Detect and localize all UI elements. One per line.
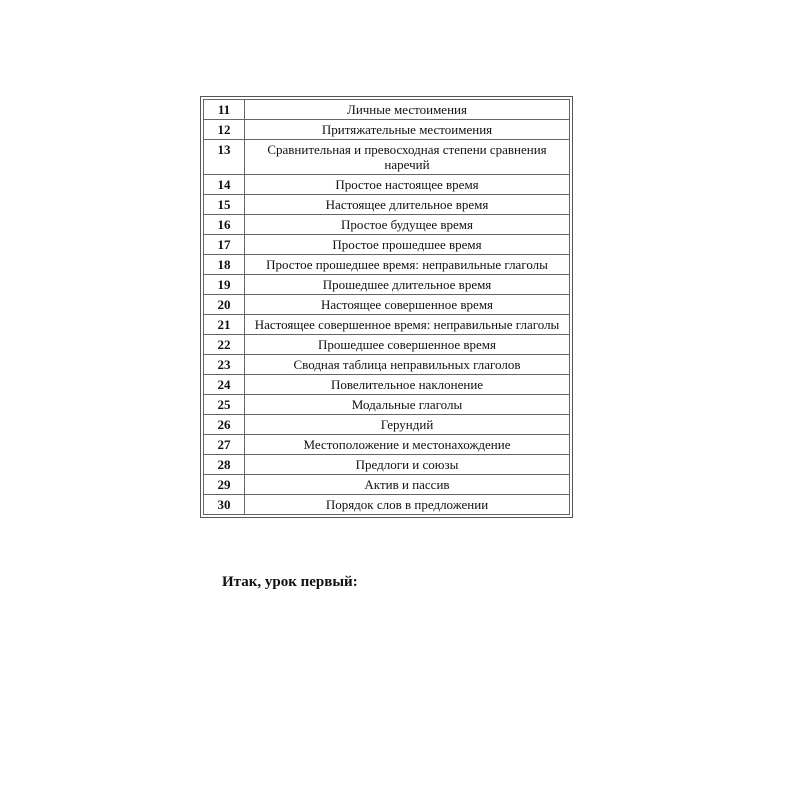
- lesson-number: 14: [204, 175, 245, 195]
- lesson-heading: Итак, урок первый:: [222, 574, 358, 590]
- lesson-number: 12: [204, 120, 245, 140]
- table-row: [204, 120, 570, 140]
- lesson-title: Предлоги и союзы: [245, 455, 570, 475]
- lesson-number: 28: [204, 455, 245, 475]
- lesson-title: Простое будущее время: [245, 215, 570, 235]
- lesson-title: Сводная таблица неправильных глаголов: [245, 355, 570, 375]
- lesson-number: 19: [204, 275, 245, 295]
- table-row: [204, 100, 570, 120]
- lesson-number: 27: [204, 435, 245, 455]
- table-row: [204, 315, 570, 335]
- lesson-title: Настоящее совершенное время: [245, 295, 570, 315]
- table-row: [204, 295, 570, 315]
- lesson-number: 15: [204, 195, 245, 215]
- table-row: [204, 175, 570, 195]
- lesson-number: 30: [204, 495, 245, 515]
- lesson-number: 21: [204, 315, 245, 335]
- lesson-number: 11: [204, 100, 245, 120]
- table-row: [204, 255, 570, 275]
- lesson-title: Настоящее совершенное время: неправильные глаголы: [245, 315, 570, 335]
- lesson-title: Простое прошедшее время: [245, 235, 570, 255]
- table-row: [204, 435, 570, 455]
- lesson-title: Личные местоимения: [245, 100, 570, 120]
- lesson-number: 18: [204, 255, 245, 275]
- table-row: [204, 215, 570, 235]
- table-row: [204, 335, 570, 355]
- contents-table-body: [204, 100, 570, 515]
- lesson-title: Простое настоящее время: [245, 175, 570, 195]
- lesson-title: Повелительное наклонение: [245, 375, 570, 395]
- table-row: [204, 235, 570, 255]
- lesson-title: Сравнительная и превосходная степени сравнения наречий: [245, 140, 570, 175]
- contents-table: [203, 99, 570, 515]
- lesson-number: 20: [204, 295, 245, 315]
- lesson-number: 22: [204, 335, 245, 355]
- lesson-number: 25: [204, 395, 245, 415]
- lesson-number: 13: [204, 140, 245, 175]
- table-row: [204, 475, 570, 495]
- table-row: [204, 140, 570, 175]
- lesson-number: 29: [204, 475, 245, 495]
- lesson-title: Притяжательные местоимения: [245, 120, 570, 140]
- lesson-title: Актив и пассив: [245, 475, 570, 495]
- table-row: [204, 415, 570, 435]
- lesson-title: Герундий: [245, 415, 570, 435]
- table-row: [204, 375, 570, 395]
- lesson-title: Местоположение и местонахождение: [245, 435, 570, 455]
- lesson-title: Порядок слов в предложении: [245, 495, 570, 515]
- table-row: [204, 275, 570, 295]
- lesson-title: Настоящее длительное время: [245, 195, 570, 215]
- table-row: [204, 455, 570, 475]
- lesson-number: 16: [204, 215, 245, 235]
- table-row: [204, 355, 570, 375]
- lesson-number: 17: [204, 235, 245, 255]
- lesson-title: Прошедшее длительное время: [245, 275, 570, 295]
- lesson-title: Модальные глаголы: [245, 395, 570, 415]
- lesson-title: Прошедшее совершенное время: [245, 335, 570, 355]
- table-row: [204, 495, 570, 515]
- contents-table-frame: [200, 96, 573, 518]
- table-row: [204, 195, 570, 215]
- table-row: [204, 395, 570, 415]
- lesson-number: 26: [204, 415, 245, 435]
- lesson-number: 24: [204, 375, 245, 395]
- lesson-number: 23: [204, 355, 245, 375]
- lesson-title: Простое прошедшее время: неправильные глаголы: [245, 255, 570, 275]
